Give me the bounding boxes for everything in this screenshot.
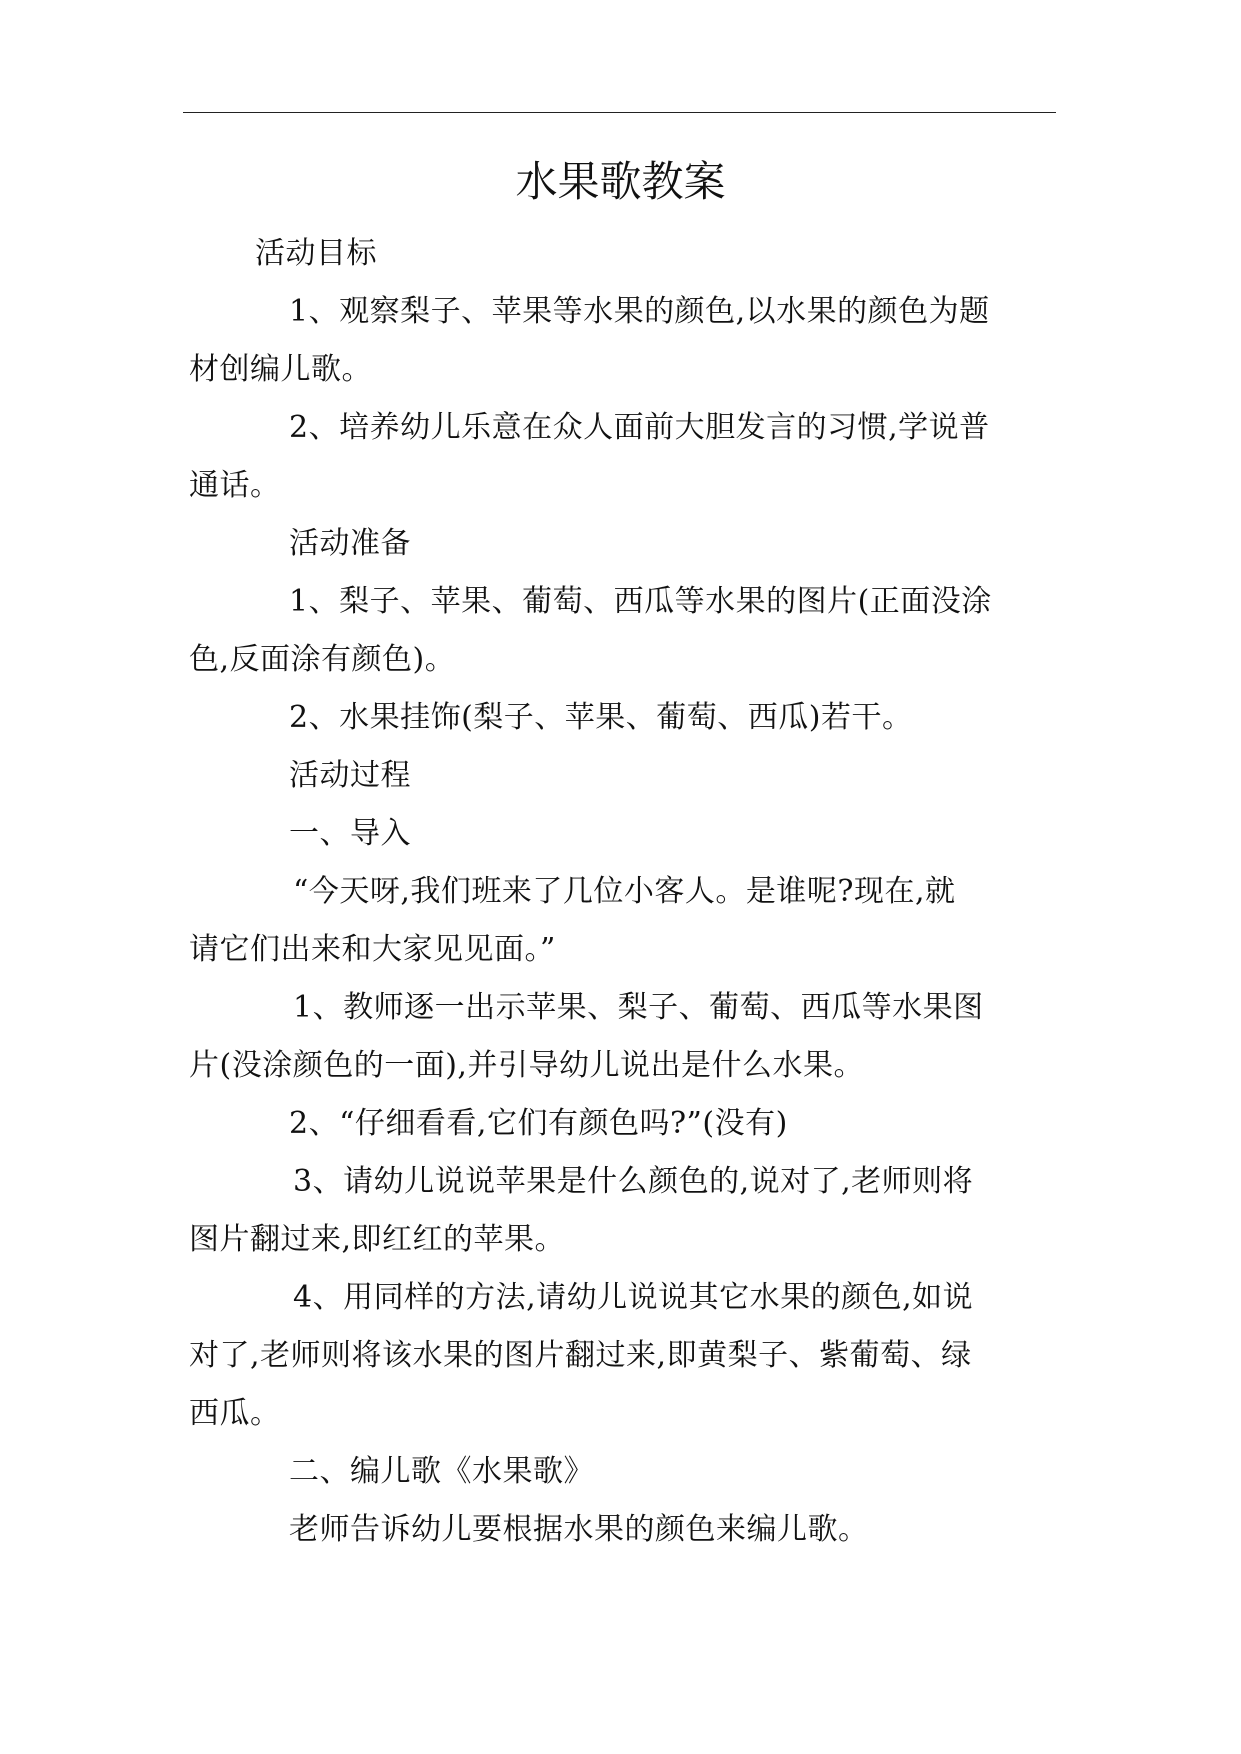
- text-line: 4、用同样的方法,请幼儿说说其它水果的颜色,如说: [293, 1280, 974, 1315]
- text-line: 2、水果挂饰(梨子、苹果、葡萄、西瓜)若干。: [289, 700, 913, 735]
- text-line: 色,反面涂有颜色)。: [189, 642, 456, 677]
- text-line: 1、观察梨子、苹果等水果的颜色,以水果的颜色为题: [289, 294, 990, 329]
- document-title: 水果歌教案: [515, 157, 726, 206]
- paragraph-step-2: [189, 1095, 1059, 1153]
- section-heading-preparation: [189, 515, 1059, 573]
- header-rule: [183, 112, 1056, 113]
- subheading-intro: [189, 805, 1059, 863]
- paragraph-step-1: [189, 979, 1059, 1095]
- paragraph-step-3: [189, 1153, 1059, 1269]
- paragraph-teacher-instruction: [189, 1501, 1059, 1559]
- paragraph-goal-2: [189, 399, 1059, 515]
- text-line: 通话。: [189, 468, 281, 503]
- section-heading-process: [189, 747, 1059, 805]
- text-line: 西瓜。: [189, 1396, 281, 1431]
- text-line: 图片翻过来,即红红的苹果。: [189, 1222, 566, 1257]
- text-line: 片(没涂颜色的一面),并引导幼儿说出是什么水果。: [189, 1048, 864, 1083]
- paragraph-prep-2: [189, 689, 1059, 747]
- text-line: 2、培养幼儿乐意在众人面前大胆发言的习惯,学说普: [289, 410, 990, 445]
- text-line: 3、请幼儿说说苹果是什么颜色的,说对了,老师则将: [293, 1164, 974, 1199]
- text-line: “今天呀,我们班来了几位小客人。是谁呢?现在,就: [293, 874, 956, 909]
- text-line: 活动过程: [289, 758, 411, 793]
- text-line: 一、导入: [289, 816, 411, 851]
- text-line: 活动准备: [289, 526, 411, 561]
- paragraph-goal-1: [189, 283, 1059, 399]
- text-line: 1、梨子、苹果、葡萄、西瓜等水果的图片(正面没涂: [289, 584, 992, 619]
- text-line: 二、编儿歌《水果歌》: [289, 1454, 594, 1489]
- text-line: 请它们出来和大家见见面。”: [189, 932, 556, 967]
- subheading-compose-song: [189, 1443, 1059, 1501]
- section-heading-goals: [189, 225, 1059, 283]
- paragraph-prep-1: [189, 573, 1059, 689]
- text-line: 对了,老师则将该水果的图片翻过来,即黄梨子、紫葡萄、绿: [189, 1338, 972, 1373]
- text-line: 活动目标: [255, 236, 377, 271]
- text-line: 2、“仔细看看,它们有颜色吗?”(没有): [289, 1106, 788, 1141]
- paragraph-step-4: [189, 1269, 1059, 1443]
- paragraph-quote: [189, 863, 1059, 979]
- text-line: 材创编儿歌。: [189, 352, 372, 387]
- text-line: 1、教师逐一出示苹果、梨子、葡萄、西瓜等水果图: [293, 990, 984, 1025]
- text-line: 老师告诉幼儿要根据水果的颜色来编儿歌。: [289, 1512, 869, 1547]
